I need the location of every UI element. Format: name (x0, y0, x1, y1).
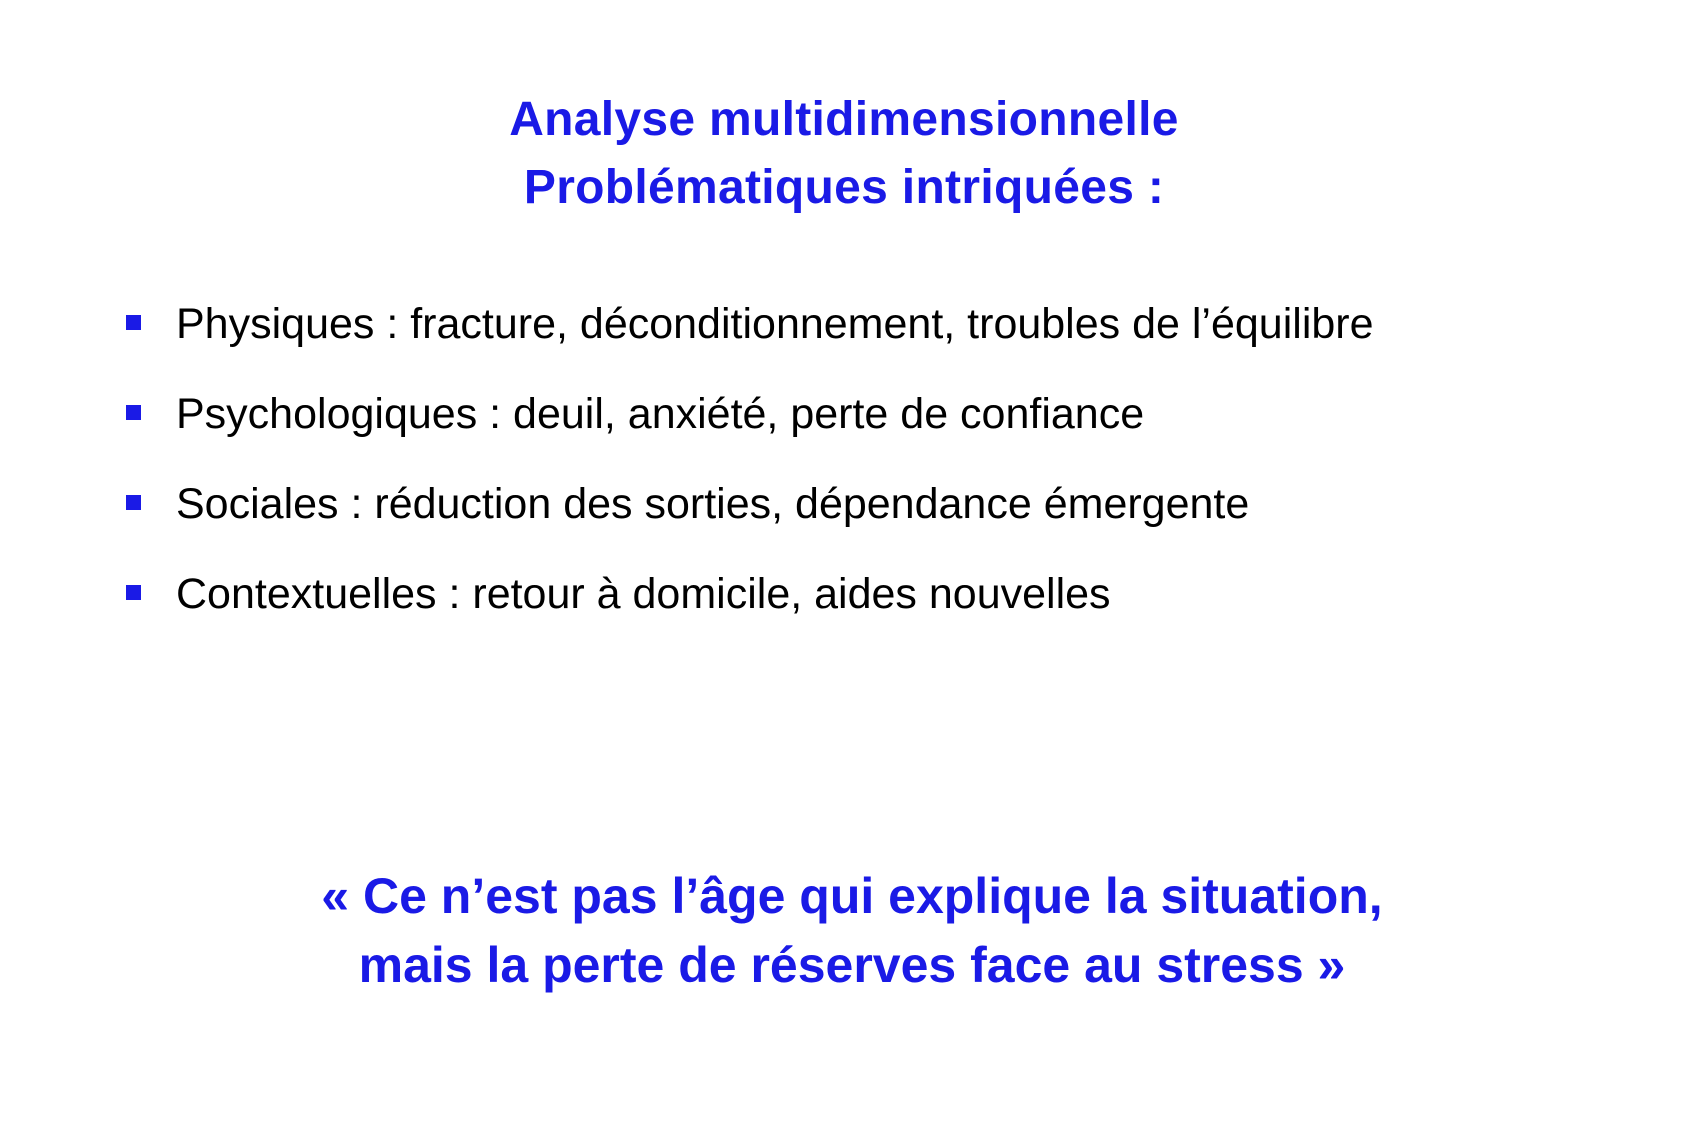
list-item-text: Contextuelles : retour à domicile, aides nouvelles (176, 570, 1111, 619)
square-bullet-icon (126, 405, 141, 420)
title-line-1: Analyse multidimensionnelle (509, 93, 1179, 146)
slide-title (0, 86, 1688, 222)
list-item (118, 295, 1598, 353)
list-item (118, 385, 1598, 443)
square-bullet-icon (126, 585, 141, 600)
quote-line-2: mais la perte de réserves face au stress » (358, 936, 1346, 993)
slide-body (118, 295, 1598, 655)
title-line-2: Problématiques intriquées : (523, 161, 1165, 215)
quote-line-1: « Ce n’est pas l’âge qui explique la situation, (321, 868, 1383, 924)
list-item-text: Psychologiques : deuil, anxiété, perte de confiance (176, 390, 1145, 439)
square-bullet-icon (126, 315, 141, 330)
list-item (118, 475, 1598, 533)
highlight-quote (92, 862, 1612, 999)
list-item-text: Sociales : réduction des sorties, dépendance émergente (176, 480, 1250, 529)
list-item-text: Physiques : fracture, déconditionnement, troubles de l’équilibre (176, 300, 1374, 348)
square-bullet-icon (126, 495, 141, 510)
bullet-list (118, 295, 1598, 623)
list-item (118, 565, 1598, 623)
